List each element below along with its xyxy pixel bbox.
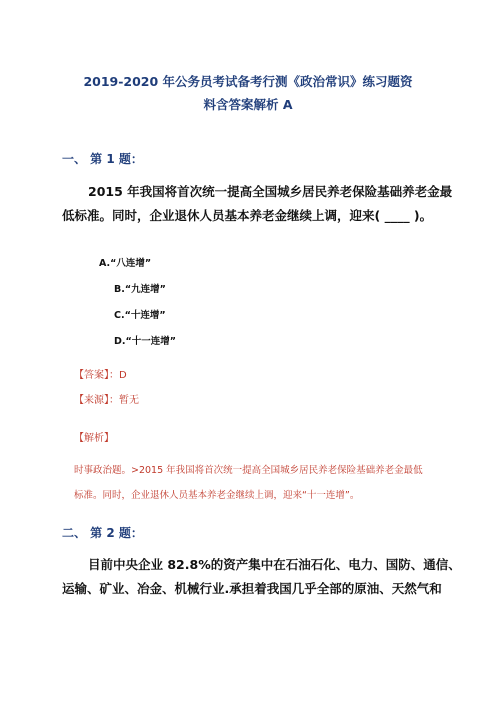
document-title-line-1: 2019-2020 年公务员考试备考行测《政治常识》练习题资 xyxy=(83,74,413,89)
option-c: C.“十连增” xyxy=(114,310,166,321)
document-title-line-2: 料含答案解析 A xyxy=(203,97,293,112)
option-a: A.“八连增” xyxy=(99,258,152,269)
source-row xyxy=(74,391,139,406)
question-2-heading: 二、 第 2 题： xyxy=(62,526,143,540)
question-2-text-line-1: 目前中央企业 82.8%的资产集中在石油石化、电力、国防、通信、 xyxy=(88,557,461,572)
option-d: D.“十一连增” xyxy=(114,336,176,347)
source-value: ：暂无 xyxy=(109,395,139,406)
answer-value: ：D xyxy=(109,370,127,381)
analysis-text-line-1: 时事政治题。>2015 年我国将首次统一提高全国城乡居民养老保险基础养老金最低 xyxy=(74,465,423,476)
answer-row xyxy=(74,366,127,381)
question-2-text-line-2: 运输、矿业、冶金、机械行业.承担着我国几乎全部的原油、天然气和 xyxy=(62,581,442,596)
source-label: 【来源】 xyxy=(74,395,109,406)
option-b: B.“九连增” xyxy=(114,284,166,295)
question-1-text-line-2: 低标准。同时，企业退休人员基本养老金继续上调，迎来( ____ )。 xyxy=(62,208,433,223)
analysis-label: 【解析】 xyxy=(74,433,114,444)
question-1-heading: 一、 第 1 题： xyxy=(62,152,143,166)
analysis-text-line-2: 标准。同时，企业退休人员基本养老金继续上调，迎来“十一连增”。 xyxy=(74,490,360,501)
answer-label: 【答案】 xyxy=(74,370,109,381)
question-1-text-line-1: 2015 年我国将首次统一提高全国城乡居民养老保险基础养老金最 xyxy=(88,184,453,199)
